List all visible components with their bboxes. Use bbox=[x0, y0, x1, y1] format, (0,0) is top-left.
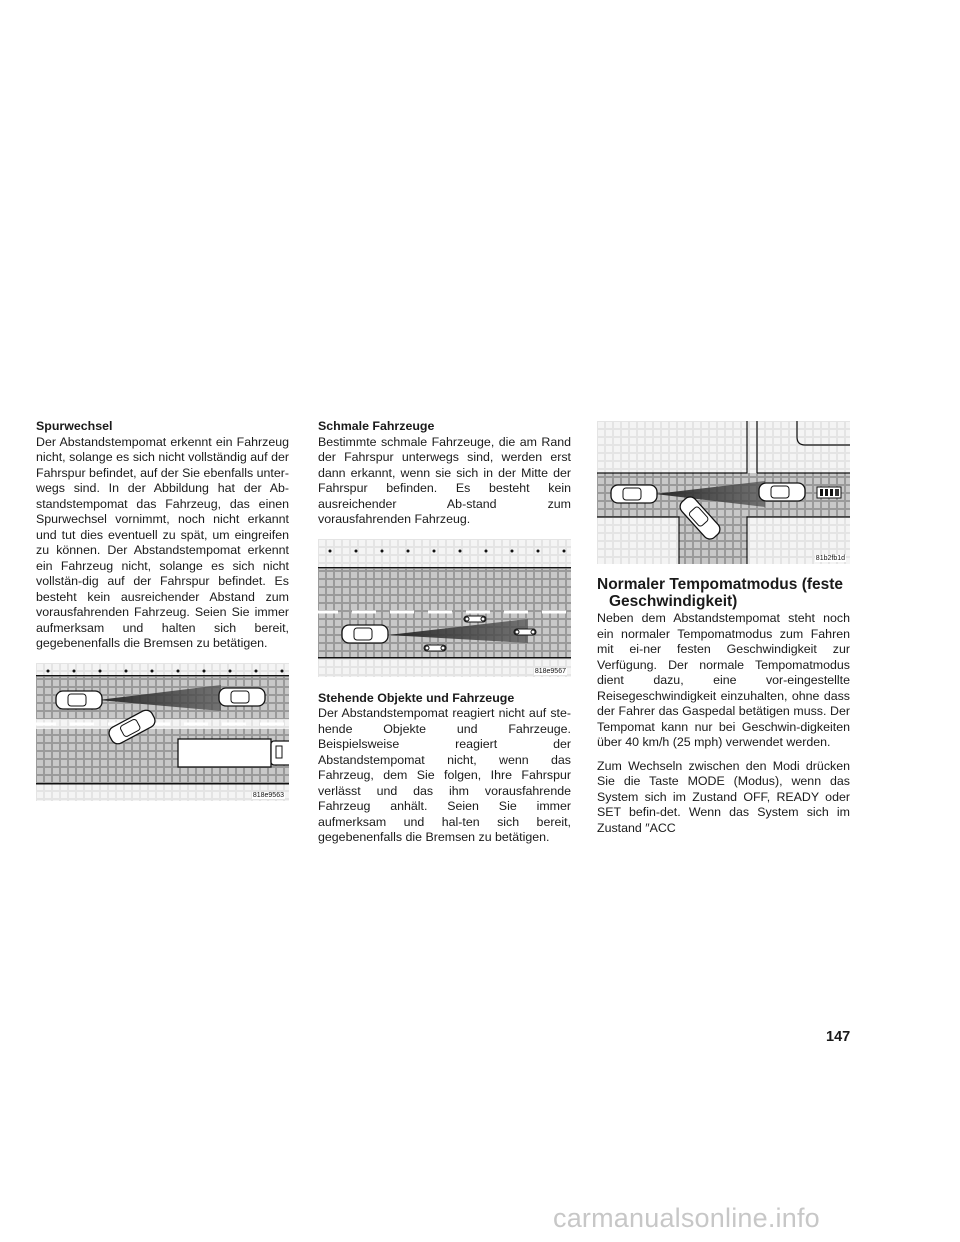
heading-schmale-fahrzeuge: Schmale Fahrzeuge bbox=[318, 419, 435, 433]
section-title-line2: Geschwindigkeit) bbox=[609, 593, 738, 610]
heading-spurwechsel: Spurwechsel bbox=[36, 419, 113, 433]
watermark: carmanualsonline.info bbox=[553, 1203, 820, 1233]
body-schmale-fahrzeuge: Bestimmte schmale Fahrzeuge, die am Rand der Fahrspur unterwegs sind, werden erst dann erkannt, wenn sie sich in der Mitte der Fahrspur befinden. Es besteht kein ausreichender Ab-stand zum vorausfahrenden Fahrzeug. bbox=[318, 434, 571, 526]
body-modus-wechsel: Zum Wechseln zwischen den Modi drücken Sie die Taste MODE (Modus), wenn das System sich im Zustand OFF, READY oder SET befin-det. Wenn das System sich im Zustand ″ACC bbox=[597, 758, 850, 835]
left-column bbox=[36, 419, 289, 801]
gauge-icon bbox=[817, 487, 841, 498]
figure-narrow-vehicles bbox=[318, 539, 571, 677]
section-title bbox=[597, 576, 850, 610]
page-number: 147 bbox=[826, 1029, 851, 1045]
figure-code: 818e9563 bbox=[252, 791, 284, 799]
motorcycle-icon bbox=[464, 616, 486, 622]
car-icon bbox=[56, 691, 102, 709]
body-normaler-tempomat: Neben dem Abstandstempomat steht noch ein normaler Tempomatmodus zum Fahren mit ei-ner festen Geschwindigkeit zur Verfügung. Der normale Tempomatmodus dient dazu, eine vor-eingestellte Reisegeschwindigkeit einzuhalten, ohne dass der Fahrer das Gaspedal betätigen muss. Der Tempomat kann nur bei Geschwin-digkeiten über 40 km/h (25 mph) verwendet werden. bbox=[597, 611, 850, 749]
body-spurwechsel: Der Abstandstempomat erkennt ein Fahrzeug nicht, solange es sich nicht vollständig auf der Fahrspur befindet, auf der Sie ebenfalls unter-wegs sind. In der Abbildung hat der Ab-standstempomat das Fahrzeug, das einen Spurwechsel vornimmt, noch nicht erkannt und tut dies eventuell zu spät, um eingreifen zu können. Der Abstandstempomat erkennt ein Fahrzeug nicht, solange es sich nicht vollstän-dig auf der Fahrspur befindet. Es besteht kein ausreichender Abstand zum vorausfahrenden Fahrzeug. Seien Sie immer aufmerksam und halten sich bereit, gegebenenfalls die Bremsen zu betätigen. bbox=[36, 434, 289, 650]
heading-stehende-objekte: Stehende Objekte und Fahrzeuge bbox=[318, 690, 515, 705]
figure-lane-change bbox=[36, 663, 289, 801]
figure-code: 81b2fb1d bbox=[815, 555, 845, 562]
figure-stationary-objects bbox=[597, 421, 850, 564]
section-title-line1: Normaler Tempomatmodus (feste bbox=[597, 576, 844, 593]
middle-column bbox=[318, 419, 571, 846]
right-column bbox=[597, 421, 850, 836]
figure-code: 818e9567 bbox=[534, 667, 566, 675]
body-stehende-objekte: Der Abstandstempomat reagiert nicht auf ste-hende Objekte und Fahrzeuge. Beispielsweise reagiert der Abstandstempomat nicht, wenn das Fahrzeug, dem Sie folgen, Ihre Fahrspur verlässt und das ihm vorausfahrende Fahrzeug anhält. Seien Sie immer aufmerksam und hal-ten sich bereit, gegebenenfalls die Bremsen zu betätigen. bbox=[318, 706, 571, 844]
